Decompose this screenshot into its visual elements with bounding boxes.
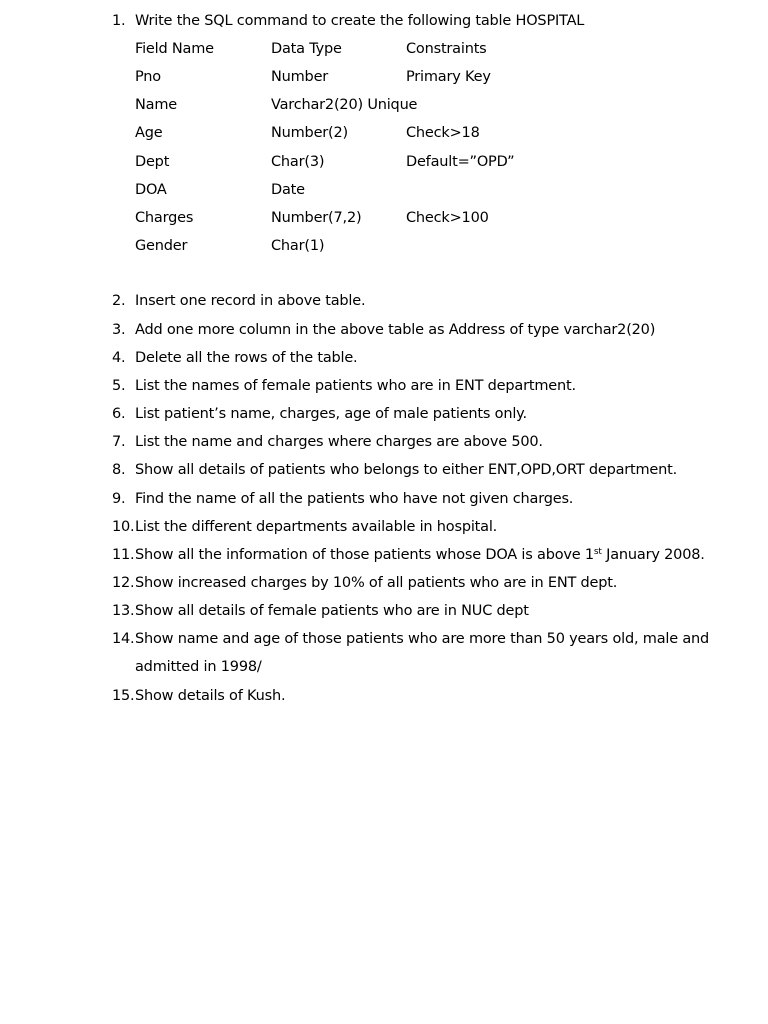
question-text-continuation: admitted in 1998/ xyxy=(135,659,262,675)
constraint: Primary Key xyxy=(406,69,491,85)
question-number: 4. xyxy=(112,350,126,366)
data-type: Char(1) xyxy=(271,238,325,254)
question-number: 15. xyxy=(112,688,135,704)
question-text: Show increased charges by 10% of all patients who are in ENT dept. xyxy=(135,575,618,591)
question-text-before: Show all the information of those patients whose DOA is above 1 xyxy=(135,547,594,563)
question-text: Show name and age of those patients who are more than 50 years old, male and xyxy=(135,631,710,647)
question-number: 1. xyxy=(112,13,126,29)
question-number: 2. xyxy=(112,293,126,309)
data-type: Varchar2(20) Unique xyxy=(271,97,418,113)
data-type: Number(7,2) xyxy=(271,210,362,226)
question-text: Find the name of all the patients who have not given charges. xyxy=(135,491,574,507)
question-number: 14. xyxy=(112,631,135,647)
data-type: Char(3) xyxy=(271,154,325,170)
question-text: List patient’s name, charges, age of male patients only. xyxy=(135,406,527,422)
question-number: 13. xyxy=(112,603,135,619)
question-number: 12. xyxy=(112,575,135,591)
field-name: DOA xyxy=(135,182,167,198)
question-text: Insert one record in above table. xyxy=(135,293,366,309)
question-text: Write the SQL command to create the following table HOSPITAL xyxy=(135,13,585,29)
constraint: Check>18 xyxy=(406,125,480,141)
question-number: 11. xyxy=(112,547,135,563)
question-number: 5. xyxy=(112,378,126,394)
question-text xyxy=(135,541,705,569)
constraint: Check>100 xyxy=(406,210,489,226)
field-name: Name xyxy=(135,97,177,113)
question-text: Delete all the rows of the table. xyxy=(135,350,358,366)
data-type: Number(2) xyxy=(271,125,348,141)
question-text-after: January 2008. xyxy=(601,547,705,563)
question-number: 8. xyxy=(112,462,126,478)
question-number: 6. xyxy=(112,406,126,422)
header-field-name: Field Name xyxy=(135,41,214,57)
question-text: Add one more column in the above table as Address of type varchar2(20) xyxy=(135,322,656,338)
header-data-type: Data Type xyxy=(271,41,342,57)
question-number: 9. xyxy=(112,491,126,507)
data-type: Date xyxy=(271,182,305,198)
question-text: Show all details of patients who belongs to either ENT,OPD,ORT department. xyxy=(135,462,678,478)
field-name: Pno xyxy=(135,69,161,85)
ordinal-superscript: st xyxy=(593,547,602,557)
field-name: Charges xyxy=(135,210,194,226)
constraint: Default=”OPD” xyxy=(406,154,515,170)
question-number: 10. xyxy=(112,519,135,535)
question-text: List the different departments available in hospital. xyxy=(135,519,498,535)
field-name: Gender xyxy=(135,238,188,254)
question-number: 7. xyxy=(112,434,126,450)
data-type: Number xyxy=(271,69,329,85)
field-name: Dept xyxy=(135,154,170,170)
question-text: List the names of female patients who are in ENT department. xyxy=(135,378,576,394)
question-number: 3. xyxy=(112,322,126,338)
question-text: Show all details of female patients who are in NUC dept xyxy=(135,603,529,619)
header-constraints: Constraints xyxy=(406,41,487,57)
field-name: Age xyxy=(135,125,163,141)
question-text: Show details of Kush. xyxy=(135,688,286,704)
question-text: List the name and charges where charges are above 500. xyxy=(135,434,543,450)
